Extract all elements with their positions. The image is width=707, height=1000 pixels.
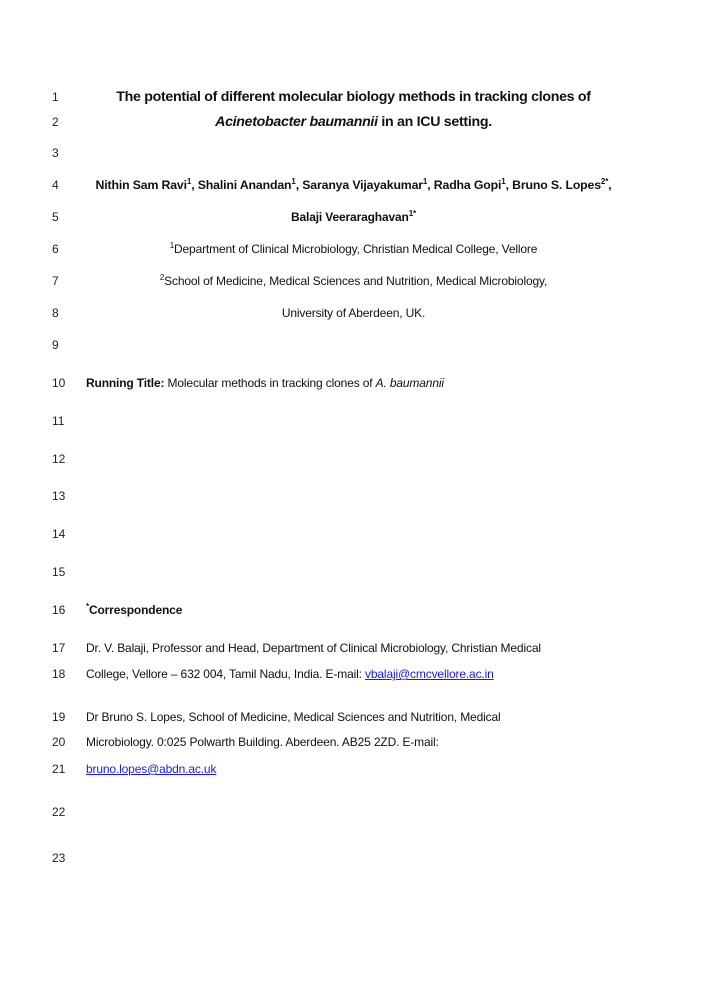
running-title-species: A. baumannii <box>375 376 444 390</box>
line-number: 1 <box>52 90 59 104</box>
line-number: 13 <box>52 489 66 503</box>
author: Bruno S. Lopes <box>512 178 601 192</box>
correspondence-2-line-2: Microbiology. 0:025 Polwarth Building. Aberdeen. AB25 2ZD. E-mail: <box>86 735 439 749</box>
sep: , <box>295 178 303 192</box>
running-title <box>86 376 607 390</box>
aff-text: Department of Clinical Microbiology, Christian Medical College, Vellore <box>174 242 538 256</box>
title-rest: in an ICU setting. <box>377 114 492 130</box>
line-number: 2 <box>52 115 59 129</box>
email-link-lopes[interactable]: bruno.lopes@abdn.ac.uk <box>86 762 217 776</box>
author-list <box>70 178 637 192</box>
asterisk: * <box>86 602 89 611</box>
title-species: Acinetobacter baumannii <box>215 114 378 130</box>
email-link-balaji[interactable]: vbalaji@cmcvellore.ac.in <box>365 667 494 681</box>
line-number: 18 <box>52 667 66 681</box>
sep: , <box>427 178 434 192</box>
correspondence-2-line-1: Dr Bruno S. Lopes, School of Medicine, Medical Sciences and Nutrition, Medical <box>86 710 501 724</box>
heading-text: Correspondence <box>88 603 183 617</box>
line-number: 19 <box>52 710 66 724</box>
correspondence-2-line-3 <box>86 762 607 776</box>
correspondence-heading <box>86 603 607 617</box>
line-number: 12 <box>52 452 66 466</box>
line-number: 9 <box>52 338 59 352</box>
sep: , <box>505 178 513 192</box>
author: Nithin Sam Ravi <box>95 178 187 192</box>
line-number: 5 <box>52 210 59 224</box>
line-number: 6 <box>52 242 59 256</box>
author: Radha Gopi <box>433 178 502 192</box>
running-title-label: Running Title: <box>86 376 165 390</box>
line-number: 23 <box>52 851 66 865</box>
line-number: 10 <box>52 376 66 390</box>
author-last <box>70 210 637 224</box>
line-number: 3 <box>52 146 59 160</box>
affiliation-2 <box>70 274 637 288</box>
line-number: 15 <box>52 565 66 579</box>
line-number: 17 <box>52 641 66 655</box>
author-sup: 1 <box>422 176 428 186</box>
author-sup: 1* <box>408 209 416 218</box>
sep: , <box>608 178 612 192</box>
correspondence-1-line-2 <box>86 667 607 681</box>
title-line-1: The potential of different molecular biology methods in tracking clones of <box>116 89 591 105</box>
author-sup: 1 <box>186 176 192 186</box>
affiliation-3: University of Aberdeen, UK. <box>281 306 426 320</box>
line-number: 11 <box>52 414 65 428</box>
line-number: 14 <box>52 527 66 541</box>
running-title-text: Molecular methods in tracking clones of <box>164 376 376 390</box>
aff-sup: 2 <box>159 273 165 282</box>
line-number: 4 <box>52 178 59 192</box>
author-sup: 2* <box>600 176 609 186</box>
text: College, Vellore – 632 004, Tamil Nadu, India. E-mail: <box>86 667 366 681</box>
line-number: 7 <box>52 274 59 288</box>
author-sup: 1 <box>291 176 296 186</box>
aff-sup: 1 <box>169 241 174 250</box>
affiliation-1 <box>70 242 637 256</box>
author: Saranya Vijayakumar <box>302 178 423 192</box>
line-number: 20 <box>52 735 66 749</box>
line-number: 8 <box>52 306 59 320</box>
aff-text: School of Medicine, Medical Sciences and Nutrition, Medical Microbiology, <box>164 274 548 288</box>
author: Balaji Veeraraghavan <box>290 210 409 224</box>
author-sup: 1 <box>501 176 506 186</box>
sep: , <box>191 178 198 192</box>
line-number: 21 <box>52 762 66 776</box>
line-number: 22 <box>52 805 66 819</box>
line-number: 16 <box>52 603 66 617</box>
author: Shalini Anandan <box>197 178 292 192</box>
title-line-2 <box>70 114 637 130</box>
correspondence-1-line-1: Dr. V. Balaji, Professor and Head, Department of Clinical Microbiology, Christian Medical <box>86 641 541 655</box>
